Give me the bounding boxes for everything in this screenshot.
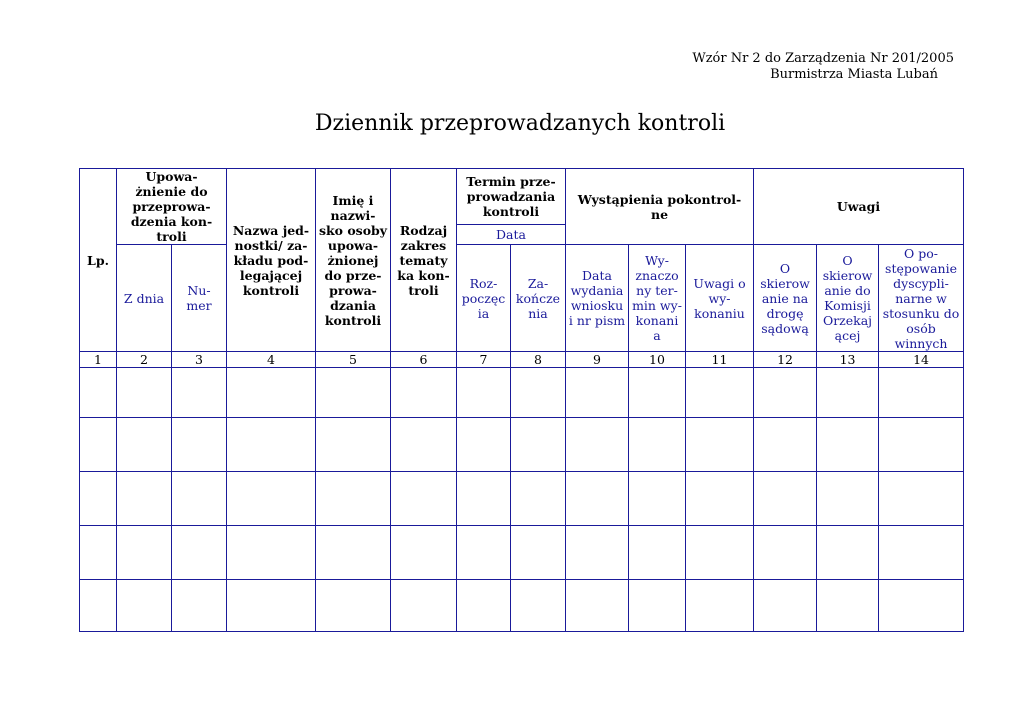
table-cell[interactable] [629,418,686,472]
table-cell[interactable] [566,580,629,632]
header-zakonczenia: Za- kończe nia [511,245,566,352]
header-nazwa-jednostki: Nazwa jed- nostki/ za- kładu pod- legającej kontroli [227,169,316,352]
column-number: 3 [172,352,227,368]
table-cell[interactable] [686,472,754,526]
table-cell[interactable] [391,580,457,632]
table-cell[interactable] [754,418,817,472]
table-cell[interactable] [566,472,629,526]
table-cell[interactable] [629,526,686,580]
table-cell[interactable] [80,580,117,632]
column-number: 9 [566,352,629,368]
header-lp: Lp. [80,169,117,352]
header-uwagi: Uwagi [754,169,964,245]
table-row [80,472,964,526]
table-cell[interactable] [511,526,566,580]
table-cell[interactable] [227,472,316,526]
header-data-wydania: Data wydania wniosku i nr pism [566,245,629,352]
control-journal-table [79,168,964,632]
table-cell[interactable] [511,368,566,418]
table-cell[interactable] [316,368,391,418]
header-rozpoczecia: Roz- poczęc ia [457,245,511,352]
table-cell[interactable] [80,526,117,580]
header-postepowanie: O po- stępowanie dyscypli- narne w stosunku do osób winnych [879,245,964,352]
table-cell[interactable] [879,418,964,472]
table-cell[interactable] [511,418,566,472]
header-note-line2: Burmistrza Miasta Lubań [770,67,938,82]
header-z-dnia: Z dnia [117,245,172,352]
table-cell[interactable] [172,368,227,418]
table-cell[interactable] [117,526,172,580]
table-cell[interactable] [686,418,754,472]
table-row [80,368,964,418]
table-cell[interactable] [227,580,316,632]
column-number: 10 [629,352,686,368]
column-number: 7 [457,352,511,368]
table-cell[interactable] [817,472,879,526]
column-number: 5 [316,352,391,368]
document-title: Dziennik przeprowadzanych kontroli [314,111,726,136]
table-cell[interactable] [817,368,879,418]
column-number: 12 [754,352,817,368]
table-cell[interactable] [686,580,754,632]
table-cell[interactable] [391,526,457,580]
table-cell[interactable] [457,418,511,472]
table-cell[interactable] [817,580,879,632]
table-cell[interactable] [172,472,227,526]
header-note-line1: Wzór Nr 2 do Zarządzenia Nr 201/2005 [692,51,954,66]
table-cell[interactable] [316,418,391,472]
table-cell[interactable] [172,418,227,472]
table-cell[interactable] [227,526,316,580]
table-cell[interactable] [754,580,817,632]
table-cell[interactable] [117,580,172,632]
table-cell[interactable] [754,526,817,580]
table-cell[interactable] [80,472,117,526]
table-cell[interactable] [879,368,964,418]
table-cell[interactable] [879,472,964,526]
table-cell[interactable] [511,472,566,526]
column-number: 6 [391,352,457,368]
header-numer: Nu- mer [172,245,227,352]
column-number: 1 [80,352,117,368]
table-cell[interactable] [457,368,511,418]
table-cell[interactable] [566,526,629,580]
table-cell[interactable] [629,368,686,418]
header-data: Data [457,225,566,245]
table-cell[interactable] [457,472,511,526]
table-cell[interactable] [511,580,566,632]
table-cell[interactable] [629,472,686,526]
table-cell[interactable] [686,526,754,580]
header-upowaznienie: Upowa- żnienie do przeprowa- dzenia kon- troli [117,169,227,245]
table-cell[interactable] [879,526,964,580]
table-cell[interactable] [391,368,457,418]
header-imie-nazwisko: Imię i nazwi- sko osoby upowa- żnionej do prze- prowa- dzania kontroli [316,169,391,352]
table-cell[interactable] [316,580,391,632]
header-skierowanie-komisji: O skierow anie do Komisji Orzekaj ącej [817,245,879,352]
table-cell[interactable] [316,526,391,580]
table-cell[interactable] [629,580,686,632]
column-number: 14 [879,352,964,368]
column-number-row [80,352,964,368]
column-number: 4 [227,352,316,368]
table-cell[interactable] [80,368,117,418]
table-cell[interactable] [817,418,879,472]
table-row [80,580,964,632]
table-cell[interactable] [391,472,457,526]
table-cell[interactable] [457,580,511,632]
table-cell[interactable] [391,418,457,472]
table-cell[interactable] [566,418,629,472]
header-note [692,51,954,83]
table-cell[interactable] [227,418,316,472]
table-cell[interactable] [227,368,316,418]
table-cell[interactable] [316,472,391,526]
table-cell[interactable] [117,368,172,418]
table-row [80,418,964,472]
table-cell[interactable] [817,526,879,580]
table-cell[interactable] [754,472,817,526]
header-skierowanie-sad: O skierow anie na drogę sądową [754,245,817,352]
table-cell[interactable] [117,472,172,526]
table-cell[interactable] [879,580,964,632]
table-cell[interactable] [117,418,172,472]
blank-rows [80,368,964,632]
table-cell[interactable] [566,368,629,418]
column-number: 2 [117,352,172,368]
header-rodzaj-zakres: Rodzaj zakres tematy ka kon- troli [391,169,457,352]
table-cell[interactable] [457,526,511,580]
column-number: 8 [511,352,566,368]
header-wyznaczony-termin: Wy- znaczo ny ter- min wy- konani a [629,245,686,352]
column-number: 11 [686,352,754,368]
table-row [80,526,964,580]
header-wystapienia: Wystąpienia pokontrol- ne [566,169,754,245]
header-uwagi-wykonaniu: Uwagi o wy- konaniu [686,245,754,352]
table-cell[interactable] [80,418,117,472]
header-termin: Termin prze- prowadzania kontroli [457,169,566,225]
table-cell[interactable] [754,368,817,418]
table-cell[interactable] [686,368,754,418]
column-number: 13 [817,352,879,368]
table-cell[interactable] [172,526,227,580]
table-cell[interactable] [172,580,227,632]
